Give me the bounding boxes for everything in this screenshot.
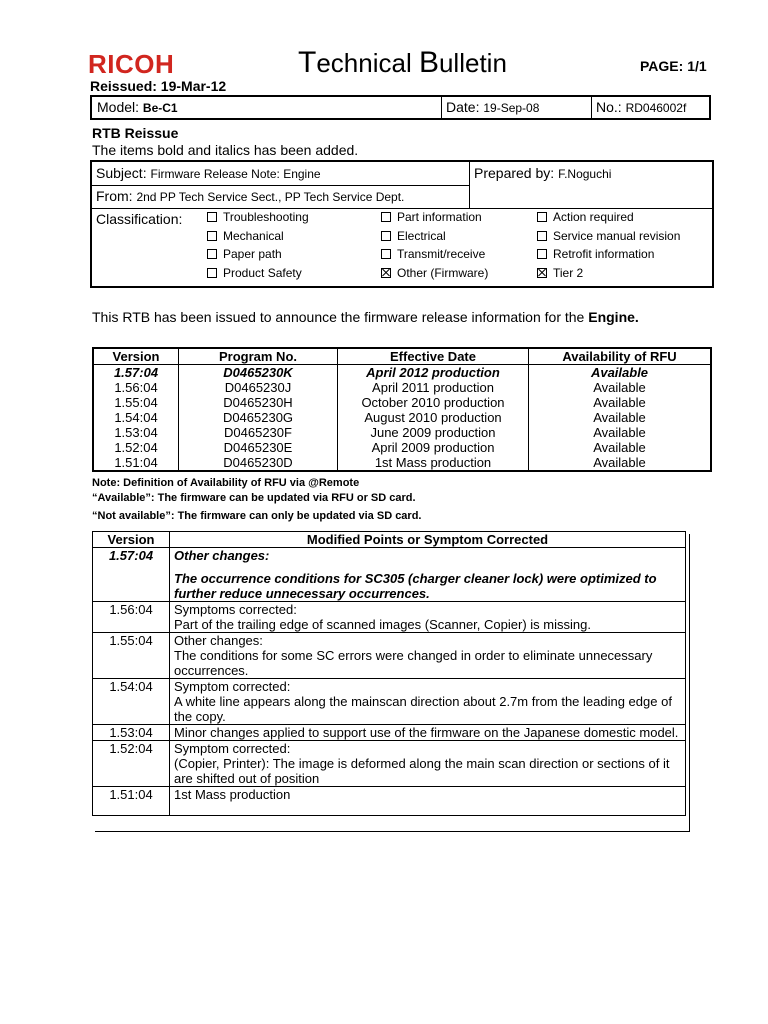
table-row: 1.52:04 Symptom corrected: (Copier, Printer): The image is deformed along the main scan direction or sections of it are shifted out of position bbox=[93, 741, 686, 787]
number-cell bbox=[591, 97, 711, 118]
col-header: Availability of RFU bbox=[529, 348, 712, 365]
rfu-note-not-available: “Not available”: The firmware can only be updated via SD card. bbox=[92, 510, 422, 522]
from-field bbox=[96, 188, 404, 204]
date-cell bbox=[441, 97, 591, 118]
rfu-note-heading: Note: Definition of Availability of RFU via @Remote bbox=[92, 477, 360, 489]
table-row: 1.52:04 D0465230E April 2009 production Available bbox=[93, 440, 711, 455]
date-label: Date: bbox=[446, 99, 484, 115]
table-row: 1.53:04 D0465230F June 2009 production Available bbox=[93, 425, 711, 440]
table-row: 1.55:04 D0465230H October 2010 production Available bbox=[93, 395, 711, 410]
title-cap-1: T bbox=[298, 46, 317, 79]
checkbox-icon bbox=[381, 231, 391, 241]
prepared-label: Prepared by: bbox=[474, 165, 559, 181]
model-label: Model: bbox=[97, 99, 143, 115]
title-rest-2: ulletin bbox=[438, 48, 507, 78]
prepared-by-field bbox=[474, 165, 611, 181]
title-cap-2: B bbox=[418, 46, 439, 79]
table-row: 1.51:04 1st Mass production bbox=[93, 787, 686, 816]
prepared-value: F.Noguchi bbox=[558, 167, 612, 181]
rfu-note-available: “Available”: The firmware can be updated via RFU or SD card. bbox=[92, 492, 416, 504]
model-value: Be-C1 bbox=[142, 101, 178, 115]
from-label: From: bbox=[96, 188, 137, 204]
changes-table bbox=[92, 531, 686, 816]
checkbox-icon bbox=[381, 212, 391, 222]
checkbox-icon bbox=[207, 231, 217, 241]
model-cell bbox=[92, 97, 441, 118]
class-tier-2: Tier 2 bbox=[537, 266, 583, 280]
table-row: 1.57:04 D0465230K April 2012 production Available bbox=[93, 365, 711, 381]
col-header: Effective Date bbox=[338, 348, 529, 365]
reissue-heading: RTB Reissue bbox=[92, 125, 179, 141]
class-mechanical: Mechanical bbox=[207, 229, 284, 243]
checked-box-icon bbox=[537, 268, 547, 278]
table-row: 1.56:04 Symptoms corrected: Part of the trailing edge of scanned images (Scanner, Copier) is missing. bbox=[93, 602, 686, 633]
class-action-required: Action required bbox=[537, 210, 634, 224]
class-electrical: Electrical bbox=[381, 229, 446, 243]
from-value: 2nd PP Tech Service Sect., PP Tech Service Dept. bbox=[136, 190, 405, 204]
subject-value: Firmware Release Note: Engine bbox=[150, 167, 321, 181]
class-troubleshooting: Troubleshooting bbox=[207, 210, 309, 224]
table-row: 1.56:04 D0465230J April 2011 production Available bbox=[93, 380, 711, 395]
checkbox-icon bbox=[381, 249, 391, 259]
model-row bbox=[90, 95, 711, 120]
checkbox-icon bbox=[207, 268, 217, 278]
subject-label: Subject: bbox=[96, 165, 151, 181]
class-transmit-receive: Transmit/receive bbox=[381, 247, 485, 261]
table-header-row bbox=[93, 532, 686, 548]
document-title bbox=[298, 46, 507, 80]
class-part-information: Part information bbox=[381, 210, 482, 224]
classification-label: Classification: bbox=[96, 211, 183, 227]
subject-field bbox=[96, 165, 321, 181]
class-product-safety: Product Safety bbox=[207, 266, 302, 280]
class-retrofit-information: Retrofit information bbox=[537, 247, 654, 261]
title-rest-1: echnical bbox=[316, 48, 419, 78]
date-value: 19-Sep-08 bbox=[483, 101, 540, 115]
intro-text: This RTB has been issued to announce the firmware release information for the Engine. bbox=[92, 309, 639, 325]
page-number: PAGE: 1/1 bbox=[640, 58, 707, 74]
checked-box-icon bbox=[381, 268, 391, 278]
reissue-note: The items bold and italics has been added. bbox=[92, 142, 359, 158]
checkbox-icon bbox=[207, 249, 217, 259]
intro-bold: Engine. bbox=[588, 309, 639, 325]
class-paper-path: Paper path bbox=[207, 247, 282, 261]
table-row: 1.53:04 Minor changes applied to support use of the firmware on the Japanese domestic model. bbox=[93, 725, 686, 741]
subject-box bbox=[90, 160, 714, 288]
reissued-date: Reissued: 19-Mar-12 bbox=[90, 78, 227, 94]
col-header: Version bbox=[93, 348, 179, 365]
number-value: RD046002f bbox=[625, 101, 687, 115]
checkbox-icon bbox=[537, 231, 547, 241]
checkbox-icon bbox=[537, 212, 547, 222]
number-label: No.: bbox=[596, 99, 626, 115]
checkbox-icon bbox=[537, 249, 547, 259]
checkbox-icon bbox=[207, 212, 217, 222]
col-header: Program No. bbox=[179, 348, 338, 365]
table-header-row bbox=[93, 348, 711, 365]
table-row: 1.54:04 D0465230G August 2010 production Available bbox=[93, 410, 711, 425]
col-header: Version bbox=[93, 532, 170, 548]
firmware-table bbox=[92, 347, 712, 472]
col-header: Modified Points or Symptom Corrected bbox=[170, 532, 686, 548]
table-row: 1.51:04 D0465230D 1st Mass production Available bbox=[93, 455, 711, 471]
class-service-manual-revision: Service manual revision bbox=[537, 229, 680, 243]
table-row: 1.57:04 Other changes: The occurrence conditions for SC305 (charger cleaner lock) were optimized to further reduce unnecessary occurrences. bbox=[93, 548, 686, 602]
class-other-firmware: Other (Firmware) bbox=[381, 266, 488, 280]
table-row: 1.54:04 Symptom corrected: A white line appears along the mainscan direction about 2.7m from the leading edge of the copy. bbox=[93, 679, 686, 725]
table-row: 1.55:04 Other changes: The conditions for some SC errors were changed in order to eliminate unnecessary occurrences. bbox=[93, 633, 686, 679]
ricoh-logo: RICOH bbox=[88, 49, 175, 79]
